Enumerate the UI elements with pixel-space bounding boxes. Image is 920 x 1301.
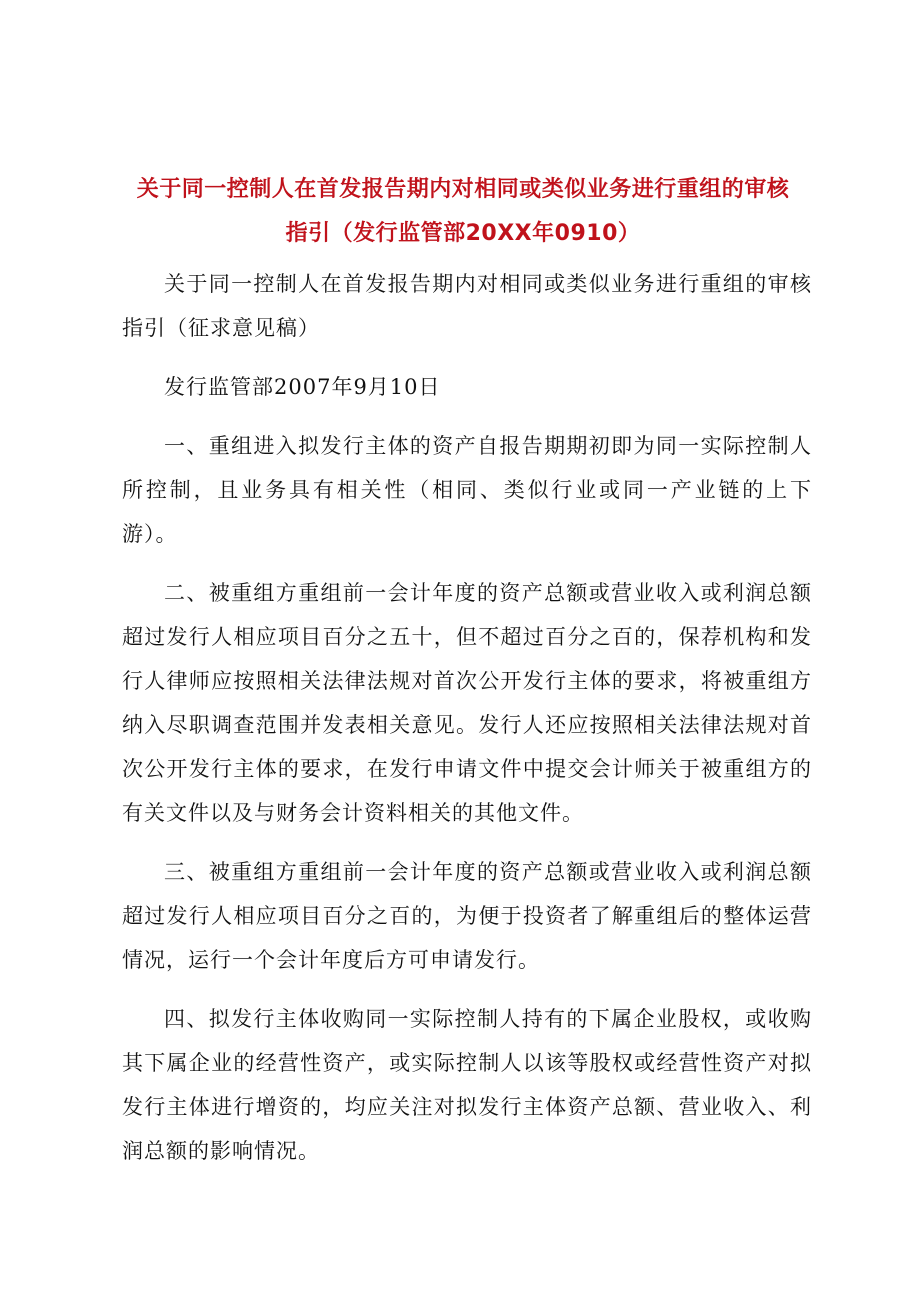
paragraph-clause-4: 四、拟发行主体收购同一实际控制人持有的下属企业股权，或收购其下属企业的经营性资产，或实际控制人以该等股权或经营性资产对拟发行主体进行增资的，均应关注对拟发行主体资产总额、营业收入、利润总额的影响情况。 <box>122 1007 812 1163</box>
paragraph-clause-1: 一、重组进入拟发行主体的资产自报告期期初即为同一实际控制人所控制，且业务具有相关性（相同、类似行业或同一产业链的上下游）。 <box>122 434 812 546</box>
paragraph-issuer-date: 发行监管部2007年9月10日 <box>164 375 441 399</box>
paragraph-clause-2: 二、被重组方重组前一会计年度的资产总额或营业收入或利润总额超过发行人相应项目百分之五十，但不超过百分之百的，保荐机构和发行人律师应按照相关法律法规对首次公开发行主体的要求，将被重组方纳入尽职调查范围并发表相关意见。发行人还应按照相关法律法规对首次公开发行主体的要求，在发行申请文件中提交会计师关于被重组方的有关文件以及与财务会计资料相关的其他文件。 <box>122 581 812 825</box>
paragraph-clause-3: 三、被重组方重组前一会计年度的资产总额或营业收入或利润总额超过发行人相应项目百分之百的，为便于投资者了解重组后的整体运营情况，运行一个会计年度后方可申请发行。 <box>122 860 812 972</box>
document-title <box>118 168 808 256</box>
title-line-2: 指引（发行监管部20XX年0910） <box>285 221 641 246</box>
document-body <box>122 262 812 1188</box>
paragraph-subtitle: 关于同一控制人在首发报告期内对相同或类似业务进行重组的审核指引（征求意见稿） <box>122 272 812 340</box>
title-line-1: 关于同一控制人在首发报告期内对相同或类似业务进行重组的审核 <box>136 177 790 202</box>
